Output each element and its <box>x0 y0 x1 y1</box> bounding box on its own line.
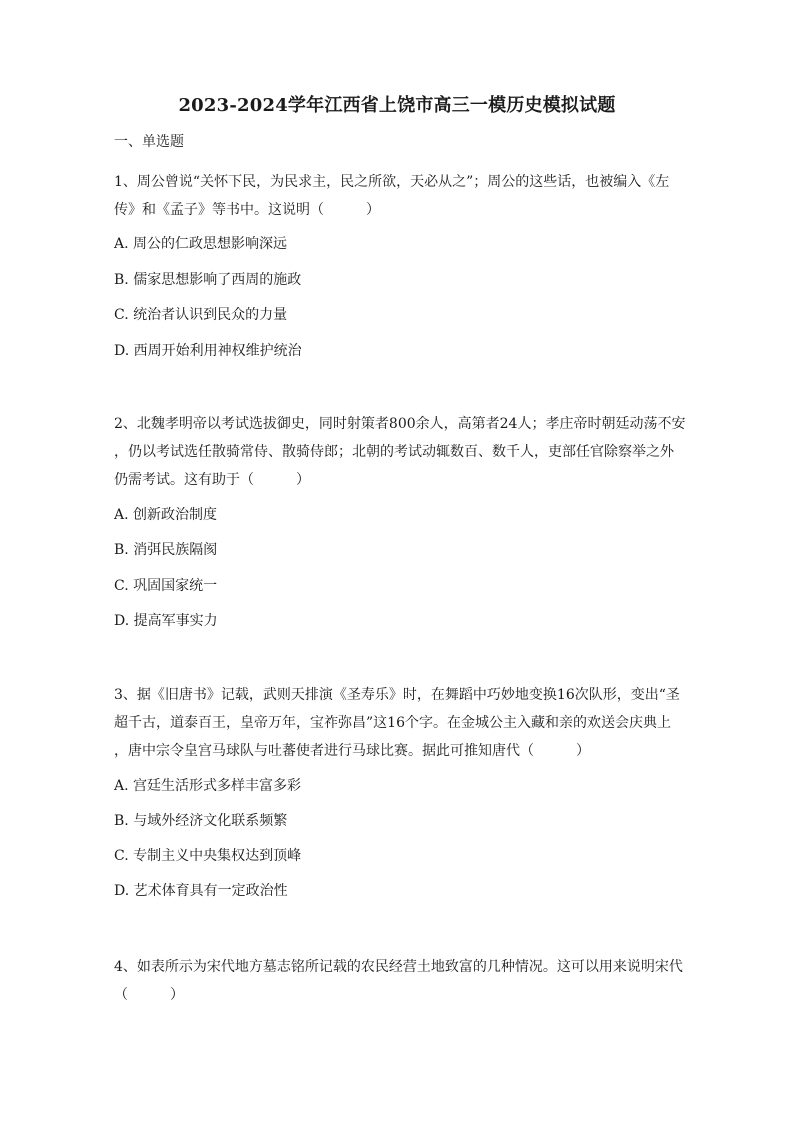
question-3-text-line-2: 超千古，道泰百王，皇帝万年，宝祚弥昌”这16个字。在金城公主入藏和亲的欢送会庆典上 <box>114 715 671 731</box>
question-2-text-line-1: 2、北魏孝明帝以考试选拔御史，同时射策者800余人，高第者24人；孝庄帝时朝廷动荡不安 <box>114 416 686 432</box>
question-1-text-line-2: 传》和《孟子》等书中。这说明（ ） <box>114 202 380 218</box>
question-1-option-b: B. 儒家思想影响了西周的施政 <box>114 272 302 288</box>
section-heading: 一、单选题 <box>114 134 184 150</box>
question-3-text-line-1: 3、据《旧唐书》记载，武则天排演《圣寿乐》时，在舞蹈中巧妙地变换16次队形，变出“圣 <box>114 687 680 703</box>
question-2-option-a: A. 创新政治制度 <box>114 507 218 523</box>
question-3-option-c: C. 专制主义中央集权达到顶峰 <box>114 848 302 864</box>
question-2-text-line-3: 仍需考试。这有助于（ ） <box>114 472 310 488</box>
question-1-text-line-1: 1、周公曾说“关怀下民，为民求主，民之所欲，天必从之”；周公的这些话，也被编入《左 <box>114 174 670 190</box>
question-2-option-b: B. 消弭民族隔阂 <box>114 542 218 558</box>
question-1-option-d: D. 西周开始利用神权维护统治 <box>114 343 302 359</box>
page-title: 2023-2024学年江西省上饶市高三一模历史模拟试题 <box>178 95 616 116</box>
question-2-text-line-2: ，仍以考试选任散骑常侍、散骑侍郎；北朝的考试动辄数百、数千人，吏部任官除察举之外 <box>114 444 674 460</box>
question-2-option-c: C. 巩固国家统一 <box>114 578 218 594</box>
question-3-option-a: A. 宫廷生活形式多样丰富多彩 <box>114 778 302 794</box>
question-2-option-d: D. 提高军事实力 <box>114 613 218 629</box>
question-4-text-line-2: （ ） <box>114 987 184 1003</box>
question-3-option-b: B. 与域外经济文化联系频繁 <box>114 813 288 829</box>
question-1-option-c: C. 统治者认识到民众的力量 <box>114 307 288 323</box>
question-3-text-line-3: ，唐中宗令皇宫马球队与吐蕃使者进行马球比赛。据此可推知唐代（ ） <box>114 743 590 759</box>
question-4-text-line-1: 4、如表所示为宋代地方墓志铭所记载的农民经营土地致富的几种情况。这可以用来说明宋代 <box>114 959 683 975</box>
question-1-option-a: A. 周公的仁政思想影响深远 <box>114 236 288 252</box>
question-3-option-d: D. 艺术体育具有一定政治性 <box>114 883 288 899</box>
